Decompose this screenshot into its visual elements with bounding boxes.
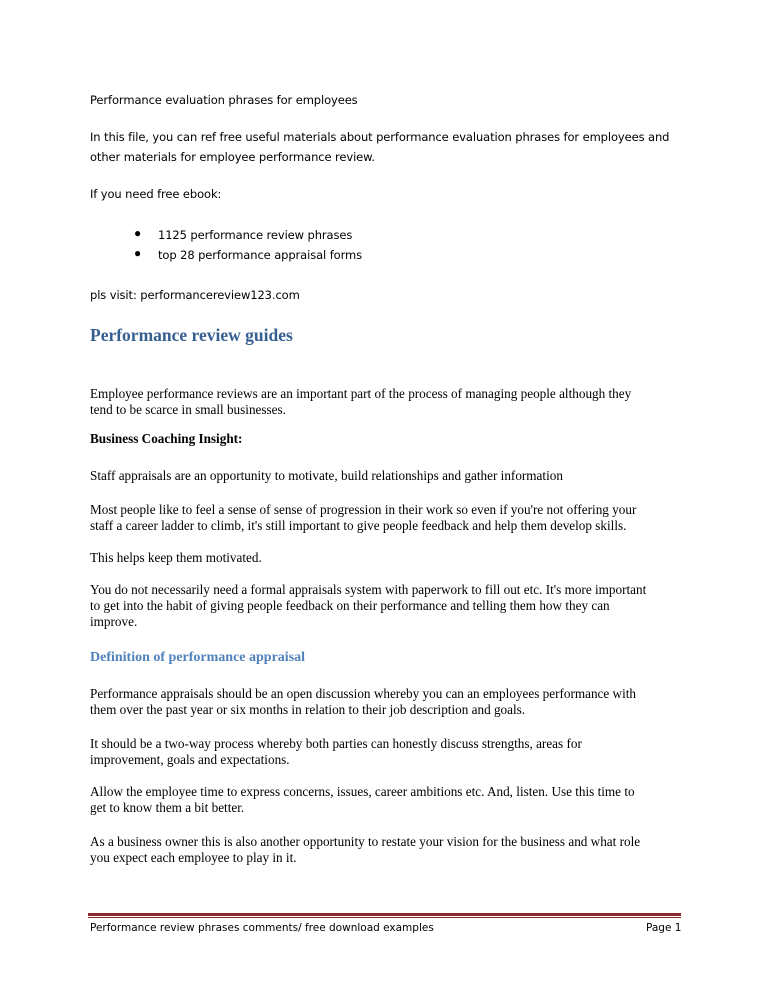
paragraph-line: them over the past year or six months in relation to their job description and goals. [90,702,526,717]
footer-rule-thin [88,917,681,918]
footer-rule-thick [88,913,681,916]
page-number: Page 1 [646,922,682,934]
visit-text: pls visit: performancereview123.com [90,288,300,302]
intro-paragraph-line: In this file, you can ref free useful materials about performance evaluation phrases for employees and [90,130,670,144]
paragraph-line: You do not necessarily need a formal appraisals system with paperwork to fill out etc. It's more important [90,582,647,597]
paragraph-line: Most people like to feel a sense of sense of progression in their work so even if you're not offering your [90,502,637,517]
paragraph-line: improve. [90,614,138,629]
ebook-label: If you need free ebook: [90,187,222,201]
intro-paragraph-line: other materials for employee performance review. [90,150,375,164]
intro-title: Performance evaluation phrases for employees [90,93,358,107]
list-item: top 28 performance appraisal forms [158,248,363,262]
paragraph-line: This helps keep them motivated. [90,550,262,565]
paragraph-line: staff a career ladder to climb, it's still important to give people feedback and help them develop skills. [90,518,627,533]
paragraph-line: get to know them a bit better. [90,800,245,815]
paragraph-line: improvement, goals and expectations. [90,752,290,767]
paragraph-line: As a business owner this is also another opportunity to restate your vision for the business and what role [90,834,641,849]
paragraph-line: Employee performance reviews are an important part of the process of managing people although they [90,386,632,401]
paragraph-line: tend to be scarce in small businesses. [90,402,286,417]
paragraph-line: It should be a two-way process whereby both parties can honestly discuss strengths, areas for [90,736,582,751]
subheading-insight: Business Coaching Insight: [90,431,243,446]
list-item: 1125 performance review phrases [158,228,353,242]
section-heading-review-guides: Performance review guides [90,325,293,345]
bullet-icon: ● [134,226,142,240]
footer-title: Performance review phrases comments/ free download examples [90,922,434,934]
paragraph-line: you expect each employee to play in it. [90,850,297,865]
section-heading-definition: Definition of performance appraisal [90,650,306,665]
bullet-icon: ● [134,246,142,260]
paragraph-line: Performance appraisals should be an open discussion whereby you can an employees performance with [90,686,637,701]
paragraph-line: to get into the habit of giving people feedback on their performance and telling them how they can [90,598,610,613]
paragraph-line: Allow the employee time to express concerns, issues, career ambitions etc. And, listen. Use this time to [90,784,635,799]
paragraph-line: Staff appraisals are an opportunity to motivate, build relationships and gather information [90,468,563,483]
